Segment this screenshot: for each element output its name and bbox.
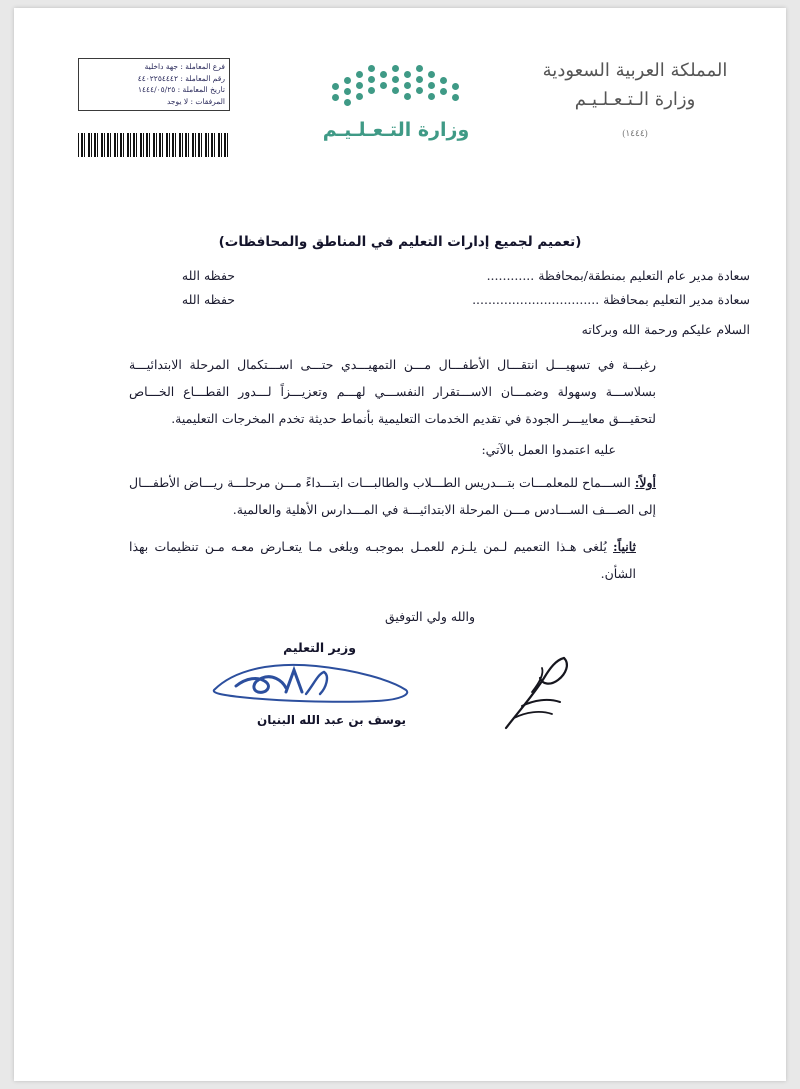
ministry-logo [286,63,506,141]
signatory-title: وزير التعليم [283,640,356,655]
stamp-line-branch: فرع المعاملة : جهة داخلية [144,62,225,71]
page-title: (تعميم لجميع إدارات التعليم في المناطق والمحافظات) [218,234,582,250]
closing-line: والله ولي التوفيق [384,609,476,624]
intro-paragraph: رغبـــة في تسهيـــل انتقـــال الأطفـــال مـــن التمهيـــدي حتـــى اســـتكمال المرحلة الابتدائيـــة بسلاســـة وسهولة وضمـــان الاســـتقرار النفســـي لهـــم وتعزيـــزاً لـــدور القطـــاع الخـــاص لتحقيـــق معاييـــر الجودة في تقديم الخدمات التعليمية بأنماط حديثة تخدم المخرجات التعليمية. [129,357,656,426]
document-header [14,8,786,188]
ministry-logo-icon [326,63,466,109]
ministry-name: وزارة الـتـعـلـيـم [574,89,696,110]
registration-stamp [78,58,230,111]
handwritten-signature-secondary-icon [486,650,596,740]
addressee-text: سعادة مدير عام التعليم بمنطقة/بمحافظة ............ [486,268,750,283]
clause-two-label: ثانياً: [613,539,636,554]
instruction-line: عليه اعتمدوا العمل بالآتي: [481,442,616,457]
ministry-logo-wordmark: وزارة التـعـلـيـم [322,119,470,141]
signatory-name: يوسف بن عبد الله البنيان [256,713,406,727]
addressee-text: سعادة مدير التعليم بمحافظة ................................ [472,292,750,307]
barcode-icon [78,133,230,157]
greeting-line: السلام عليكم ورحمة الله وبركاته [581,322,750,337]
header-titles [520,60,750,139]
stamp-line-attachments: المرفقات : لا يوجد [166,96,225,106]
document-page [14,8,786,1081]
clause-two-text: يُلغى هـذا التعميم لـمن يلـزم للعمـل بموجبـه ويلغى مـا يتعـارض معـه مـن تنظيمات بهذا الشأن. [129,539,636,581]
signature-block [14,640,786,760]
clause-one-label: أولاً: [634,475,656,490]
stamp-line-number: رقم المعاملة : ٤٤٠٢٢٥٤٤٤٢ [137,73,225,83]
stamp-line-date: تاريخ المعاملة : ١٤٤٤/٠٥/٢٥ [137,85,225,94]
handwritten-signature-icon [206,654,436,714]
addressee-row [14,292,786,307]
document-body [14,234,786,760]
header-year: (١٤٤٤) [622,128,648,138]
addressee-suffix: حفظه الله [181,292,235,307]
clause-one-text: الســـماح للمعلمـــات بتـــدريس الطـــلاب والطالبـــات ابتـــداءً مـــن مرحلـــة ريـــاض الأطفـــال إلى الصـــف الســـادس مـــن المرحلة الابتدائيـــة في المـــدارس الأهلية والعالمية. [129,475,656,517]
clause-two [14,533,786,587]
country-name: المملكة العربية السعودية [542,60,728,81]
addressee-suffix: حفظه الله [181,268,235,283]
addressee-row [14,268,786,283]
clause-one [14,469,786,523]
